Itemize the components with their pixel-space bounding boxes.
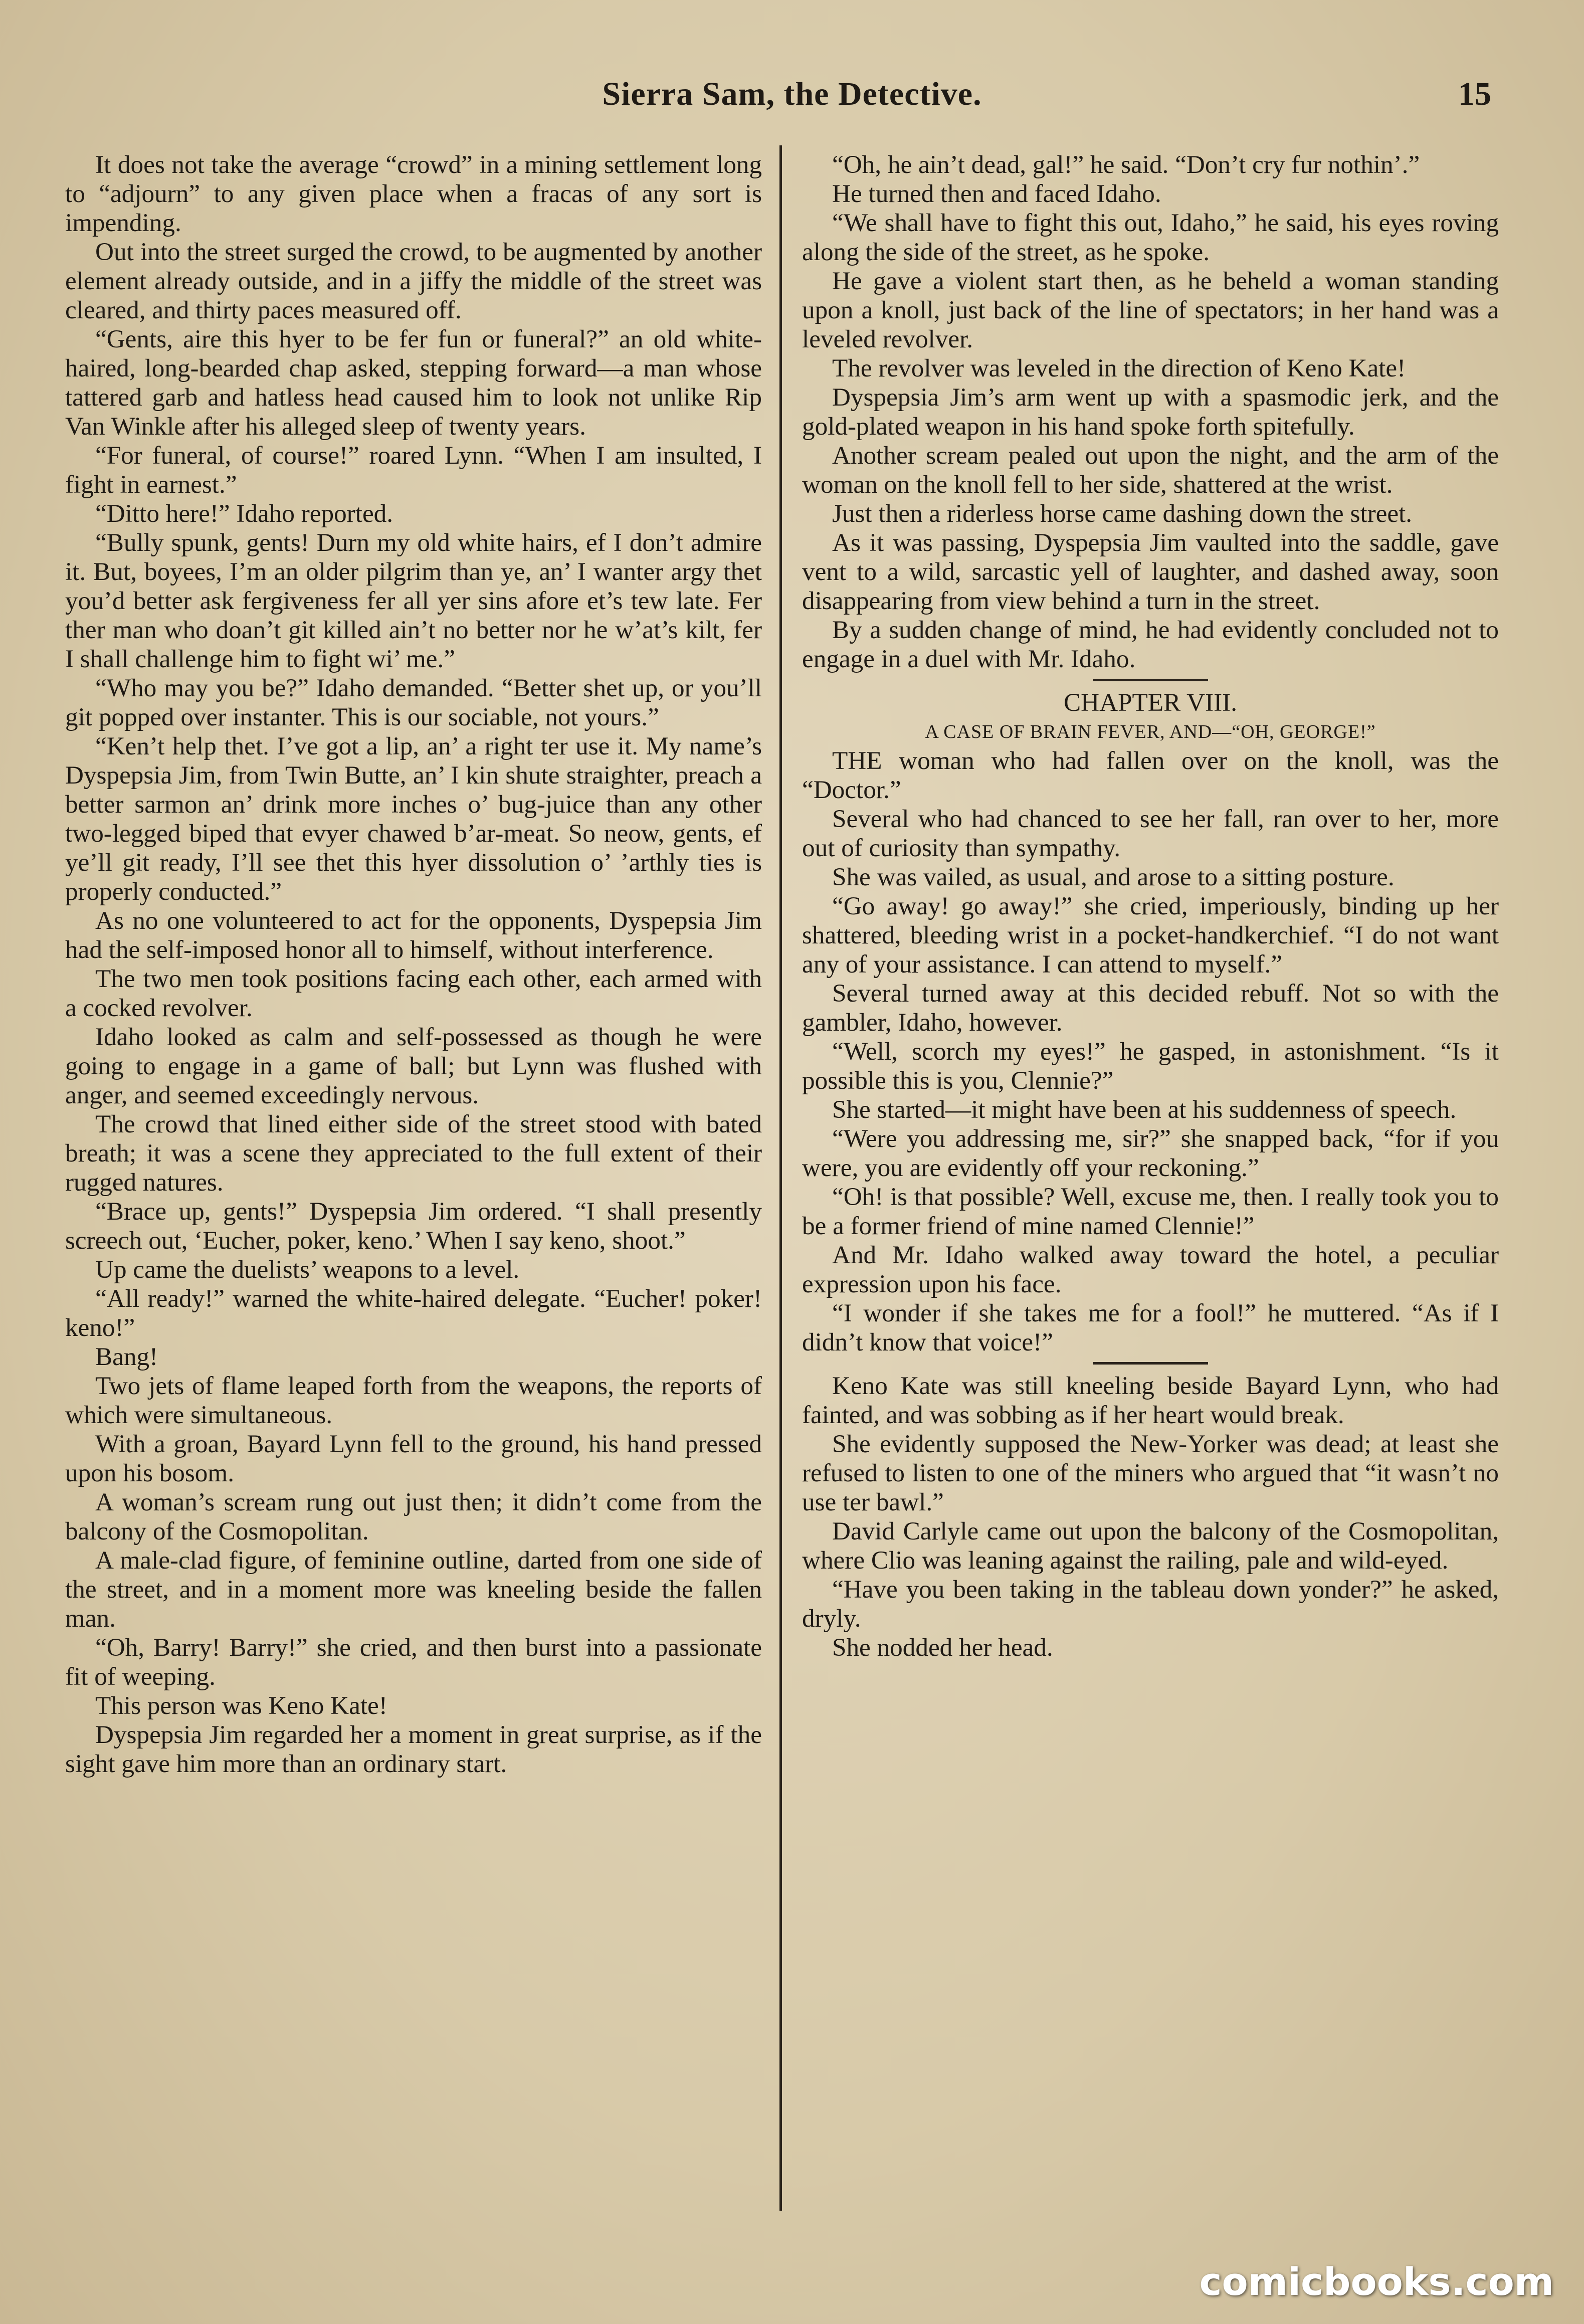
paragraph: Several turned away at this decided rebuff. Not so with the gambler, Idaho, however.	[802, 979, 1499, 1037]
paragraph: Just then a riderless horse came dashing down the street.	[832, 499, 1413, 528]
paragraph: “Were you addressing me, sir?” she snapped back, “for if you were, you are evidently off your reckoning.”	[802, 1124, 1499, 1182]
paragraph: “Bully spunk, gents! Durn my old white hairs, ef I don’t admire it. But, boyees, I’m an older pilgrim than ye, an’ I wanter argy thet you’d better ask fergiveness fer all yer sins afore et’s tew late. Fer ther man who doan’t git killed ain’t no better nor he w’at’s kilt, fer I shall challenge him to fight wi’ me.”	[65, 528, 762, 673]
paragraph: “Ken’t help thet. I’ve got a lip, an’ a right ter use it. My name’s Dyspepsia Jim, from Twin Butte, an’ I kin shute straighter, preach a better sarmon an’ drink more inches o’ bug-juice than any other two-legged biped that evyer chawed b’ar-meat. So neow, gents, ef ye’ll git ready, I’ll see thet this hyer dissolution o’ ’arthly ties is properly conducted.”	[65, 732, 762, 906]
paragraph: “Oh! is that possible? Well, excuse me, then. I really took you to be a former friend of mine named Clennie!”	[802, 1183, 1499, 1240]
paragraph: It does not take the average “crowd” in a mining settlement long to “adjourn” to any given place when a fracas of any sort is impending.	[65, 150, 762, 237]
chapter-title: CHAPTER VIII.	[1064, 688, 1237, 717]
paragraph: “Oh, he ain’t dead, gal!” he said. “Don’t cry fur nothin’.”	[832, 150, 1420, 179]
paragraph: Two jets of flame leaped forth from the weapons, the reports of which were simultaneous.	[65, 1372, 762, 1429]
paragraph: “All ready!” warned the white-haired delegate. “Eucher! poker! keno!”	[65, 1284, 762, 1342]
paragraph: Dyspepsia Jim’s arm went up with a spasmodic jerk, and the gold-plated weapon in his hand spoke forth spitefully.	[802, 383, 1499, 441]
paragraph: “For funeral, of course!” roared Lynn. “When I am insulted, I fight in earnest.”	[65, 441, 762, 499]
paragraph: “I wonder if she takes me for a fool!” he muttered. “As if I didn’t know that voice!”	[802, 1299, 1499, 1357]
paragraph: She evidently supposed the New-Yorker was dead; at least she refused to listen to one of the miners who argued that “it wasn’t no use ter bawl.”	[802, 1430, 1499, 1516]
paragraph: With a groan, Bayard Lynn fell to the ground, his hand pressed upon his bosom.	[65, 1430, 762, 1487]
right-paragraphs-part3	[802, 1372, 1499, 1662]
paragraph: Idaho looked as calm and self-possessed as though he were going to engage in a game of ball; but Lynn was flushed with anger, and seemed exceedingly nervous.	[65, 1023, 762, 1109]
paragraph: As no one volunteered to act for the opponents, Dyspepsia Jim had the self-imposed honor all to himself, without interference.	[65, 906, 762, 964]
watermark: comicbooks.com	[1199, 2259, 1554, 2304]
paragraph: The crowd that lined either side of the street stood with bated breath; it was a scene they appreciated to the full extent of their rugged natures.	[65, 1110, 762, 1197]
paragraph: A male-clad figure, of feminine outline, darted from one side of the street, and in a moment more was kneeling beside the fallen man.	[65, 1546, 762, 1633]
paragraph: THE woman who had fallen over on the knoll, was the “Doctor.”	[802, 746, 1499, 804]
paragraph: Out into the street surged the crowd, to be augmented by another element already outside, and in a jiffy the middle of the street was cleared, and thirty paces measured off.	[65, 238, 762, 324]
paragraph: The two men took positions facing each other, each armed with a cocked revolver.	[65, 964, 762, 1022]
paragraph: Several who had chanced to see her fall, ran over to her, more out of curiosity than sympathy.	[802, 805, 1499, 862]
paragraph: “Well, scorch my eyes!” he gasped, in astonishment. “Is it possible this is you, Clennie?”	[802, 1037, 1499, 1095]
column-divider	[779, 145, 782, 2211]
paragraph: David Carlyle came out upon the balcony of the Cosmopolitan, where Clio was leaning against the railing, pale and wild-eyed.	[802, 1517, 1499, 1575]
page-number: 15	[1458, 76, 1491, 112]
page-header	[0, 75, 1584, 120]
paragraph: She nodded her head.	[832, 1633, 1053, 1662]
paragraph: “Gents, aire this hyer to be fer fun or funeral?” an old white-haired, long-bearded chap asked, stepping forward—a man whose tattered garb and hatless head caused him to look not unlike Rip Van Winkle after his alleged sleep of twenty years.	[65, 325, 762, 441]
paragraph: The revolver was leveled in the direction of Keno Kate!	[832, 354, 1406, 382]
paragraph: “Have you been taking in the tableau down yonder?” he asked, dryly.	[802, 1575, 1499, 1633]
paragraph: “Brace up, gents!” Dyspepsia Jim ordered. “I shall presently screech out, ‘Eucher, poker, keno.’ When I say keno, shoot.”	[65, 1197, 762, 1255]
paragraph: By a sudden change of mind, he had evidently concluded not to engage in a duel with Mr. Idaho.	[802, 616, 1499, 673]
running-title: Sierra Sam, the Detective.	[602, 76, 982, 112]
left-column	[65, 150, 762, 2231]
paragraph: Up came the duelists’ weapons to a level.	[95, 1255, 520, 1284]
right-paragraphs-part2	[802, 746, 1499, 1357]
paragraph: She was vailed, as usual, and arose to a sitting posture.	[832, 863, 1395, 891]
paragraph: He gave a violent start then, as he beheld a woman standing upon a knoll, just back of the line of spectators; in her hand was a leveled revolver.	[802, 267, 1499, 353]
paragraph: “We shall have to fight this out, Idaho,” he said, his eyes roving along the side of the street, as he spoke.	[802, 209, 1499, 266]
paragraph: “Ditto here!” Idaho reported.	[95, 499, 393, 528]
paragraph: Keno Kate was still kneeling beside Bayard Lynn, who had fainted, and was sobbing as if her heart would break.	[802, 1372, 1499, 1429]
right-column	[802, 150, 1499, 2231]
chapter-subtitle: A CASE OF BRAIN FEVER, AND—“OH, GEORGE!”	[925, 721, 1376, 742]
paragraph: “Oh, Barry! Barry!” she cried, and then burst into a passionate fit of weeping.	[65, 1633, 762, 1691]
right-paragraphs-part1	[802, 150, 1499, 674]
section-rule	[1093, 1362, 1208, 1365]
paragraph: Another scream pealed out upon the night, and the arm of the woman on the knoll fell to her side, shattered at the wrist.	[802, 441, 1499, 499]
paragraph: Bang!	[95, 1342, 158, 1371]
paragraph: As it was passing, Dyspepsia Jim vaulted into the saddle, gave vent to a wild, sarcastic yell of laughter, and dashed away, soon disappearing from view behind a turn in the street.	[802, 528, 1499, 615]
paragraph: And Mr. Idaho walked away toward the hotel, a peculiar expression upon his face.	[802, 1241, 1499, 1298]
paragraph: This person was Keno Kate!	[95, 1691, 387, 1720]
section-rule	[1093, 679, 1208, 681]
paragraph: He turned then and faced Idaho.	[832, 179, 1161, 208]
paragraph: She started—it might have been at his suddenness of speech.	[832, 1095, 1457, 1124]
paragraph: “Who may you be?” Idaho demanded. “Better shet up, or you’ll git popped over instanter. This is our sociable, not yours.”	[65, 674, 762, 731]
paragraph: Dyspepsia Jim regarded her a moment in great surprise, as if the sight gave him more than an ordinary start.	[65, 1720, 762, 1778]
paragraph: A woman’s scream rung out just then; it didn’t come from the balcony of the Cosmopolitan.	[65, 1488, 762, 1545]
left-paragraphs	[65, 150, 762, 1779]
paragraph: “Go away! go away!” she cried, imperiously, binding up her shattered, bleeding wrist in a pocket-handkerchief. “I do not want any of your assistance. I can attend to myself.”	[802, 892, 1499, 979]
